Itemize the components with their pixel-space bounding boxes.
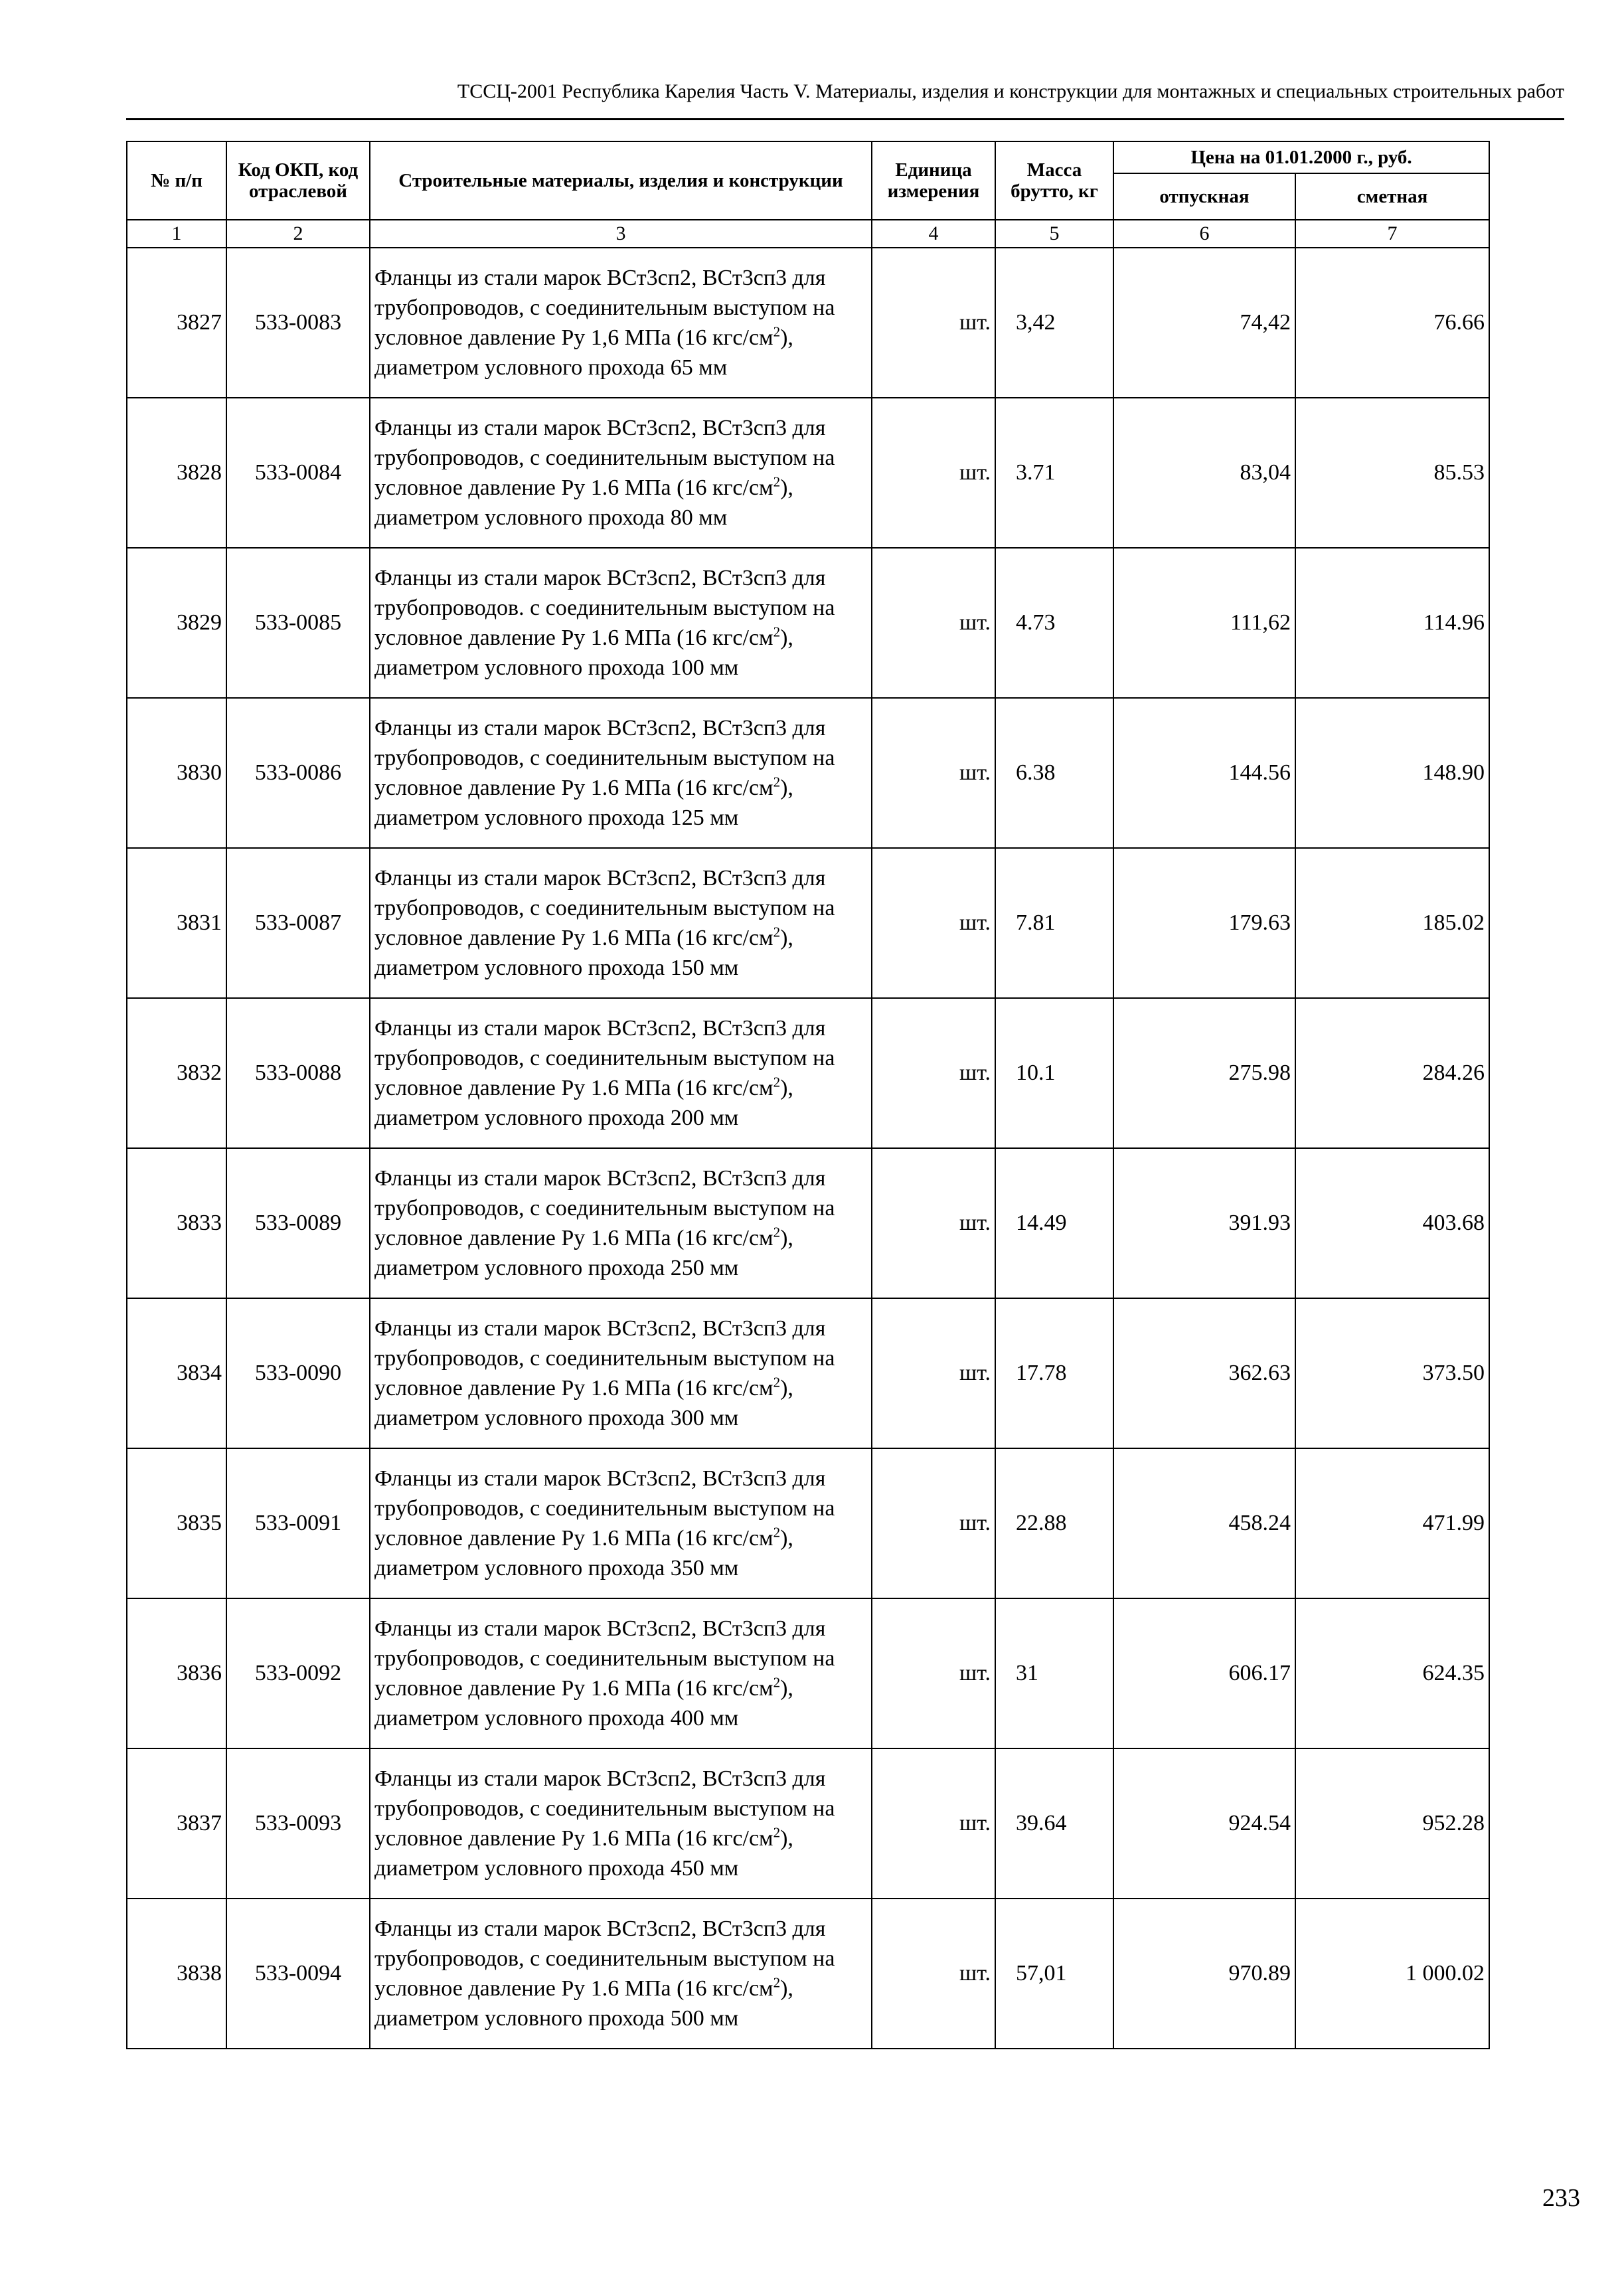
table-row (127, 398, 1489, 548)
row-mass: 3,42 (995, 248, 1113, 398)
row-mass: 3.71 (995, 398, 1113, 548)
row-mass: 39.64 (995, 1748, 1113, 1899)
table-row (127, 1598, 1489, 1748)
row-number: 3834 (127, 1298, 226, 1448)
col-header-price-release: отпускная (1113, 173, 1295, 220)
row-mass: 22.88 (995, 1448, 1113, 1598)
description-text-end: ), диаметром условного прохода 350 мм (374, 1526, 793, 1580)
table-body (127, 220, 1489, 2049)
description-text-end: ), диаметром условного прохода 400 мм (374, 1676, 793, 1731)
table-row (127, 548, 1489, 698)
description-superscript: 2 (773, 1674, 781, 1691)
row-price-release: 144.56 (1113, 698, 1295, 848)
row-material-description (370, 1899, 872, 2049)
row-unit: шт. (872, 1298, 995, 1448)
description-superscript: 2 (773, 1224, 781, 1240)
description-superscript: 2 (773, 624, 781, 640)
row-okp-code: 533-0090 (226, 1298, 370, 1448)
description-text-end: ), диаметром условного прохода 250 мм (374, 1226, 793, 1280)
table-row (127, 1148, 1489, 1298)
description-text: Фланцы из стали марок ВСт3сп2, ВСт3сп3 для трубопроводов, с соединительным выступом на условное давление Ру 1.6 МПа (16 кгс/см (374, 1916, 835, 2001)
description-text-end: ), диаметром условного прохода 125 мм (374, 776, 793, 830)
row-okp-code: 533-0083 (226, 248, 370, 398)
row-price-release: 458.24 (1113, 1448, 1295, 1598)
row-okp-code: 533-0092 (226, 1598, 370, 1748)
col-header-price-estimate: сметная (1295, 173, 1489, 220)
table-row (127, 848, 1489, 998)
row-okp-code: 533-0086 (226, 698, 370, 848)
description-text: Фланцы из стали марок ВСт3сп2, ВСт3сп3 для трубопроводов. с соединительным выступом на условное давление Ру 1.6 МПа (16 кгс/см (374, 566, 835, 650)
row-number: 3838 (127, 1899, 226, 2049)
row-price-estimate: 114.96 (1295, 548, 1489, 698)
row-okp-code: 533-0087 (226, 848, 370, 998)
description-text: Фланцы из стали марок ВСт3сп2, ВСт3сп3 для трубопроводов, с соединительным выступом на условное давление Ру 1.6 МПа (16 кгс/см (374, 1466, 835, 1551)
row-okp-code: 533-0085 (226, 548, 370, 698)
row-mass: 14.49 (995, 1148, 1113, 1298)
row-number: 3833 (127, 1148, 226, 1298)
description-text-end: ), диаметром условного прохода 150 мм (374, 926, 793, 980)
description-text-end: ), диаметром условного прохода 80 мм (374, 475, 793, 530)
row-okp-code: 533-0091 (226, 1448, 370, 1598)
row-price-estimate: 1 000.02 (1295, 1899, 1489, 2049)
description-text-end: ), диаметром условного прохода 500 мм (374, 1976, 793, 2031)
row-okp-code: 533-0084 (226, 398, 370, 548)
page-number: 233 (1542, 2184, 1580, 2212)
row-price-estimate: 471.99 (1295, 1448, 1489, 1598)
col-header-code: Код ОКП, код отраслевой (226, 141, 370, 220)
row-okp-code: 533-0089 (226, 1148, 370, 1298)
column-number: 4 (872, 220, 995, 248)
row-price-release: 391.93 (1113, 1148, 1295, 1298)
row-price-release: 275.98 (1113, 998, 1295, 1148)
description-text-end: ), диаметром условного прохода 100 мм (374, 626, 793, 680)
col-header-material: Строительные материалы, изделия и конструкции (370, 141, 872, 220)
row-number: 3829 (127, 548, 226, 698)
description-superscript: 2 (773, 1524, 781, 1541)
row-number: 3835 (127, 1448, 226, 1598)
description-superscript: 2 (773, 1974, 781, 1991)
row-material-description (370, 248, 872, 398)
row-material-description (370, 1748, 872, 1899)
description-text: Фланцы из стали марок ВСт3сп2, ВСт3сп3 для трубопроводов, с соединительным выступом на условное давление Ру 1.6 МПа (16 кгс/см (374, 1316, 835, 1400)
column-number: 7 (1295, 220, 1489, 248)
description-superscript: 2 (773, 1074, 781, 1090)
row-number: 3831 (127, 848, 226, 998)
row-material-description (370, 1148, 872, 1298)
description-superscript: 2 (773, 1824, 781, 1841)
description-superscript: 2 (773, 1374, 781, 1391)
row-unit: шт. (872, 398, 995, 548)
row-okp-code: 533-0093 (226, 1748, 370, 1899)
row-unit: шт. (872, 1748, 995, 1899)
row-okp-code: 533-0088 (226, 998, 370, 1148)
description-superscript: 2 (773, 774, 781, 790)
row-price-estimate: 403.68 (1295, 1148, 1489, 1298)
row-number: 3830 (127, 698, 226, 848)
table-row (127, 1448, 1489, 1598)
row-price-release: 179.63 (1113, 848, 1295, 998)
row-number: 3827 (127, 248, 226, 398)
row-number: 3836 (127, 1598, 226, 1748)
row-unit: шт. (872, 248, 995, 398)
page-header: ТССЦ-2001 Республика Карелия Часть V. Материалы, изделия и конструкции для монтажных и специальных строительных работ (126, 78, 1564, 120)
row-price-release: 362.63 (1113, 1298, 1295, 1448)
table-row (127, 1298, 1489, 1448)
row-price-release: 83,04 (1113, 398, 1295, 548)
row-price-estimate: 148.90 (1295, 698, 1489, 848)
column-number: 3 (370, 220, 872, 248)
column-number: 5 (995, 220, 1113, 248)
description-text-end: ), диаметром условного прохода 450 мм (374, 1826, 793, 1881)
row-price-release: 74,42 (1113, 248, 1295, 398)
row-material-description (370, 698, 872, 848)
row-material-description (370, 1598, 872, 1748)
row-unit: шт. (872, 698, 995, 848)
description-superscript: 2 (773, 473, 781, 490)
col-header-price-group: Цена на 01.01.2000 г., руб. (1113, 141, 1489, 173)
row-unit: шт. (872, 548, 995, 698)
row-price-estimate: 185.02 (1295, 848, 1489, 998)
table-row (127, 698, 1489, 848)
row-mass: 17.78 (995, 1298, 1113, 1448)
row-mass: 7.81 (995, 848, 1113, 998)
table-row (127, 1899, 1489, 2049)
row-unit: шт. (872, 1598, 995, 1748)
col-header-mass: Масса брутто, кг (995, 141, 1113, 220)
column-number: 1 (127, 220, 226, 248)
row-unit: шт. (872, 1448, 995, 1598)
row-price-estimate: 85.53 (1295, 398, 1489, 548)
row-material-description (370, 398, 872, 548)
row-unit: шт. (872, 848, 995, 998)
row-unit: шт. (872, 1899, 995, 2049)
row-mass: 10.1 (995, 998, 1113, 1148)
description-superscript: 2 (773, 924, 781, 940)
row-price-estimate: 76.66 (1295, 248, 1489, 398)
description-text: Фланцы из стали марок ВСт3сп2, ВСт3сп3 для трубопроводов, с соединительным выступом на условное давление Ру 1,6 МПа (16 кгс/см (374, 266, 835, 350)
row-number: 3837 (127, 1748, 226, 1899)
column-number: 6 (1113, 220, 1295, 248)
description-text-end: ), диаметром условного прохода 65 мм (374, 325, 793, 380)
row-material-description (370, 998, 872, 1148)
row-price-estimate: 373.50 (1295, 1298, 1489, 1448)
description-text: Фланцы из стали марок ВСт3сп2, ВСт3сп3 для трубопроводов, с соединительным выступом на условное давление Ру 1.6 МПа (16 кгс/см (374, 1766, 835, 1851)
col-header-unit: Единица измерения (872, 141, 995, 220)
description-text-end: ), диаметром условного прохода 300 мм (374, 1376, 793, 1430)
description-text-end: ), диаметром условного прохода 200 мм (374, 1076, 793, 1130)
row-price-release: 111,62 (1113, 548, 1295, 698)
row-number: 3828 (127, 398, 226, 548)
table-row (127, 1748, 1489, 1899)
column-number: 2 (226, 220, 370, 248)
row-unit: шт. (872, 998, 995, 1148)
row-price-release: 970.89 (1113, 1899, 1295, 2049)
description-superscript: 2 (773, 323, 781, 340)
row-price-release: 924.54 (1113, 1748, 1295, 1899)
table-row (127, 248, 1489, 398)
column-number-row (127, 220, 1489, 248)
row-unit: шт. (872, 1148, 995, 1298)
description-text: Фланцы из стали марок ВСт3сп2, ВСт3сп3 для трубопроводов, с соединительным выступом на условное давление Ру 1.6 МПа (16 кгс/см (374, 716, 835, 800)
row-price-estimate: 284.26 (1295, 998, 1489, 1148)
row-material-description (370, 548, 872, 698)
row-mass: 31 (995, 1598, 1113, 1748)
description-text: Фланцы из стали марок ВСт3сп2, ВСт3сп3 для трубопроводов, с соединительным выступом на условное давление Ру 1.6 МПа (16 кгс/см (374, 1616, 835, 1701)
row-price-estimate: 952.28 (1295, 1748, 1489, 1899)
row-material-description (370, 1448, 872, 1598)
description-text: Фланцы из стали марок ВСт3сп2, ВСт3сп3 для трубопроводов, с соединительным выступом на условное давление Ру 1.6 МПа (16 кгс/см (374, 1166, 835, 1250)
row-mass: 4.73 (995, 548, 1113, 698)
row-okp-code: 533-0094 (226, 1899, 370, 2049)
row-mass: 6.38 (995, 698, 1113, 848)
price-table (126, 141, 1490, 2049)
description-text: Фланцы из стали марок ВСт3сп2, ВСт3сп3 для трубопроводов, с соединительным выступом на условное давление Ру 1.6 МПа (16 кгс/см (374, 1016, 835, 1100)
row-mass: 57,01 (995, 1899, 1113, 2049)
row-price-estimate: 624.35 (1295, 1598, 1489, 1748)
row-price-release: 606.17 (1113, 1598, 1295, 1748)
row-material-description (370, 1298, 872, 1448)
table-row (127, 998, 1489, 1148)
col-header-num: № п/п (127, 141, 226, 220)
description-text: Фланцы из стали марок ВСт3сп2, ВСт3сп3 для трубопроводов, с соединительным выступом на условное давление Ру 1.6 МПа (16 кгс/см (374, 416, 835, 500)
row-number: 3832 (127, 998, 226, 1148)
row-material-description (370, 848, 872, 998)
description-text: Фланцы из стали марок ВСт3сп2, ВСт3сп3 для трубопроводов, с соединительным выступом на условное давление Ру 1.6 МПа (16 кгс/см (374, 866, 835, 950)
